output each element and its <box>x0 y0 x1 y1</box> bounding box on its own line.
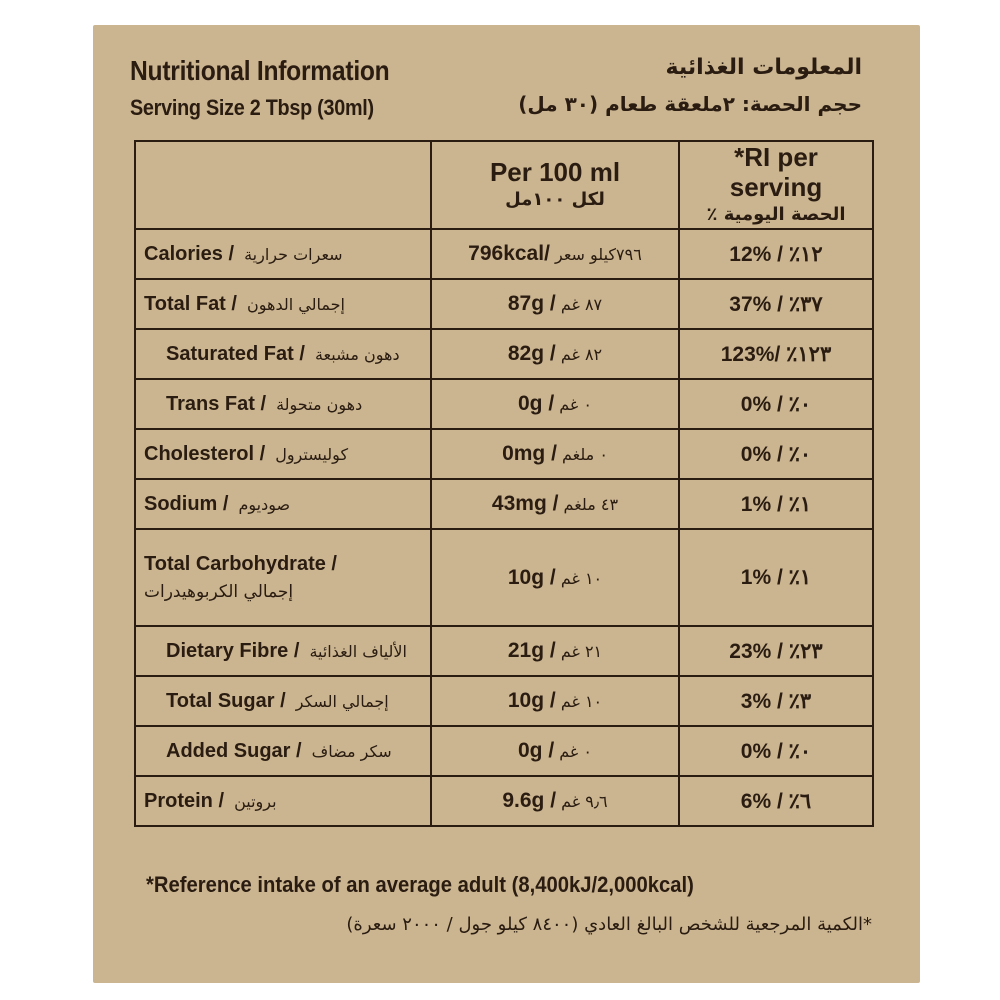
table-row <box>135 776 873 826</box>
value-ar: ٠ ملغم <box>562 445 608 464</box>
nutrient-name-en: Trans Fat / <box>166 392 267 415</box>
nutrient-name-ar: الألياف الغذائية <box>309 641 407 661</box>
value-ar: ٤٣ ملغم <box>563 495 619 514</box>
nutrient-name-ar: سكر مضاف <box>311 741 392 761</box>
serving-size-en: Serving Size 2 Tbsp (30ml) <box>130 95 374 120</box>
nutrient-per-100ml <box>431 229 679 279</box>
ri-value: 6% / ٪٦ <box>740 789 812 813</box>
ri-value: 123%/ ٪١٢٣ <box>720 342 832 366</box>
ri-value: 23% / ٪٢٣ <box>729 639 823 663</box>
table-row <box>135 529 873 626</box>
value-ar: ٠ غم <box>559 742 592 761</box>
header-ri-en: *RI per serving <box>729 142 823 202</box>
footnote-en: *Reference intake of an average adult (8,400kJ/2,000kcal) <box>146 872 694 897</box>
value-ar: ٩٫٦ غم <box>561 792 608 811</box>
value-ar: ٢١ غم <box>560 642 603 661</box>
nutrient-name <box>135 279 431 329</box>
ri-value: 0% / ٪٠ <box>740 392 812 416</box>
title-en: Nutritional Information <box>130 55 390 86</box>
table-row <box>135 329 873 379</box>
nutrient-ri <box>679 279 873 329</box>
nutrient-ri <box>679 379 873 429</box>
nutrient-name <box>135 529 431 626</box>
value-en: 0g / <box>518 392 555 415</box>
ri-value: 1% / ٪١ <box>740 566 812 589</box>
nutrient-per-100ml <box>431 726 679 776</box>
nutrient-name <box>135 329 431 379</box>
nutrient-ri <box>679 329 873 379</box>
value-ar: ٨٢ غم <box>560 345 603 364</box>
header-empty-cell <box>135 141 431 229</box>
nutrient-name-en: Total Carbohydrate / <box>144 553 337 575</box>
nutrient-name <box>135 776 431 826</box>
value-ar: ١٠ غم <box>560 692 603 711</box>
nutrient-name <box>135 379 431 429</box>
nutrient-name-ar: إجمالي السكر <box>295 691 389 711</box>
table-row <box>135 279 873 329</box>
nutrient-name-ar: صوديوم <box>238 494 291 514</box>
value-en: 0g / <box>518 739 555 762</box>
table-row <box>135 626 873 676</box>
nutrient-name <box>135 676 431 726</box>
nutrient-name-en: Cholesterol / <box>144 442 266 465</box>
nutrient-per-100ml <box>431 429 679 479</box>
nutrition-table <box>134 140 874 827</box>
table-row <box>135 479 873 529</box>
ri-value: 1% / ٪١ <box>740 492 812 516</box>
table-header-row <box>135 141 873 229</box>
nutrient-name-ar: إجمالي الدهون <box>247 294 345 314</box>
nutrient-name-en: Dietary Fibre / <box>166 639 300 662</box>
nutrient-name-ar: دهون متحولة <box>276 394 363 414</box>
value-en: 21g / <box>507 639 556 662</box>
value-ar: ١٠ غم <box>560 568 603 588</box>
nutrient-name-en: Total Fat / <box>144 292 237 315</box>
nutrient-per-100ml <box>431 479 679 529</box>
table-row <box>135 726 873 776</box>
value-en: 82g / <box>507 342 556 365</box>
nutrient-name <box>135 479 431 529</box>
ri-value: 3% / ٪٣ <box>740 689 812 713</box>
nutrient-per-100ml <box>431 379 679 429</box>
value-en: 10g / <box>507 565 556 589</box>
nutrient-name-ar: دهون مشبعة <box>314 344 400 364</box>
value-en: 10g / <box>507 689 556 712</box>
value-ar: ٨٧ غم <box>560 295 603 314</box>
nutrient-name <box>135 229 431 279</box>
value-en: 43mg / <box>491 492 559 515</box>
nutrient-ri <box>679 479 873 529</box>
ri-value: 12% / ٪١٢ <box>729 242 823 266</box>
nutrient-per-100ml <box>431 529 679 626</box>
table-row <box>135 379 873 429</box>
header-per-100ml-ar: لكل ١٠٠مل <box>505 189 605 210</box>
nutrient-name-ar: كوليسترول <box>275 444 349 464</box>
nutrient-name-ar: سعرات حرارية <box>244 244 343 264</box>
header-per-100ml-en: Per 100 ml <box>489 157 621 187</box>
nutrient-name <box>135 626 431 676</box>
nutrient-ri <box>679 626 873 676</box>
nutrient-per-100ml <box>431 626 679 676</box>
nutrient-per-100ml <box>431 776 679 826</box>
nutrient-name-en: Sodium / <box>144 492 229 515</box>
nutrient-per-100ml <box>431 329 679 379</box>
header-per-100ml <box>431 141 679 229</box>
nutrient-name-en: Protein / <box>144 789 225 812</box>
nutrient-name-ar: بروتين <box>234 791 277 811</box>
nutrient-name <box>135 429 431 479</box>
value-en: 0mg / <box>502 442 557 465</box>
nutrient-name-en: Total Sugar / <box>166 689 286 712</box>
nutrient-name-en: Saturated Fat / <box>166 342 305 365</box>
nutrient-name-en: Added Sugar / <box>166 739 302 762</box>
nutrient-ri <box>679 529 873 626</box>
table-row <box>135 429 873 479</box>
nutrient-per-100ml <box>431 676 679 726</box>
header-ri-ar: الحصة اليومية ٪ <box>706 204 846 225</box>
ri-value: 0% / ٪٠ <box>740 442 812 466</box>
nutrient-name-ar: إجمالي الكربوهيدرات <box>144 582 294 602</box>
value-ar: ٠ غم <box>559 395 592 414</box>
footnote-ar: *الكمية المرجعية للشخص البالغ العادي (٨٤٠٠ كيلو جول / ٢٠٠٠ سعرة) <box>346 914 872 935</box>
value-en: 796kcal/ <box>468 242 550 265</box>
title-ar: المعلومات الغذائية <box>665 55 862 80</box>
ri-value: 37% / ٪٣٧ <box>729 292 823 316</box>
value-en: 87g / <box>507 292 556 315</box>
nutrient-name-en: Calories / <box>144 242 235 265</box>
serving-size-ar: حجم الحصة: ٢ملعقة طعام (٣٠ مل) <box>518 92 862 116</box>
nutrient-ri <box>679 726 873 776</box>
nutrient-ri <box>679 229 873 279</box>
value-ar: ٧٩٦كيلو سعر <box>555 245 642 264</box>
ri-value: 0% / ٪٠ <box>740 739 812 763</box>
table-row <box>135 229 873 279</box>
value-en: 9.6g / <box>502 789 557 812</box>
nutrient-per-100ml <box>431 279 679 329</box>
header-ri <box>679 141 873 229</box>
nutrient-ri <box>679 776 873 826</box>
nutrient-name <box>135 726 431 776</box>
nutrient-ri <box>679 429 873 479</box>
nutrient-ri <box>679 676 873 726</box>
table-row <box>135 676 873 726</box>
